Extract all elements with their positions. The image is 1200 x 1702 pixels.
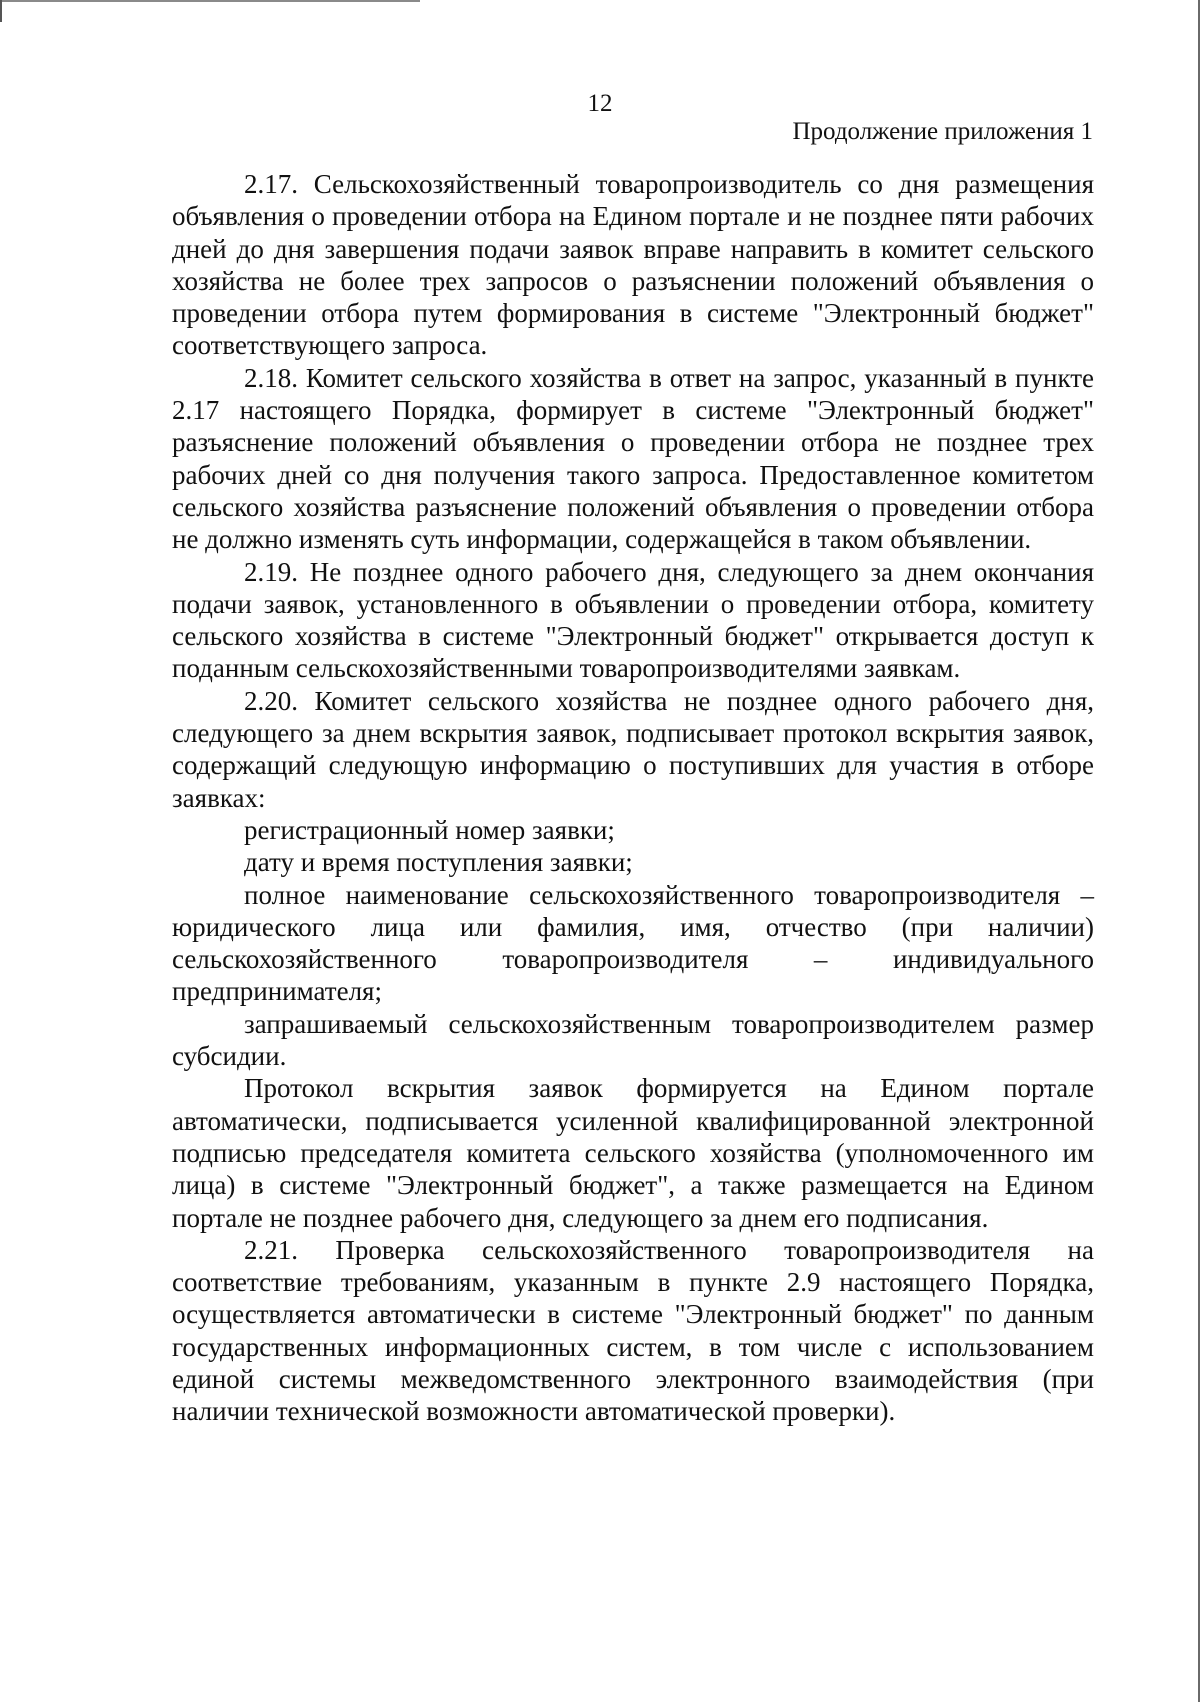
- paragraph-2-19: 2.19. Не позднее одного рабочего дня, следующего за днем окончания подачи заявок, установленного в объявлении о проведении отбора, комитету сельского хозяйства в системе "Электронный бюджет" открывается доступ к поданным сельскохозяйственными товаропроизводителями заявкам.: [172, 556, 1094, 684]
- paragraph-2-18: 2.18. Комитет сельского хозяйства в ответ на запрос, указанный в пункте 2.17 настоящего Порядка, формирует в системе "Электронный бюджет" разъяснение положений объявления о проведении отбора не позднее трех рабочих дней со дня получения такого запроса. Предоставленное комитетом сельского хозяйства разъяснение положений объявления о проведении отбора не должно изменять суть информации, содержащейся в таком объявлении.: [172, 362, 1094, 555]
- document-body: [172, 168, 1094, 1428]
- page-number: 12: [587, 90, 613, 117]
- appendix-continuation-label: Продолжение приложения 1: [792, 118, 1093, 145]
- paragraph-2-17: 2.17. Сельскохозяйственный товаропроизводитель со дня размещения объявления о проведении отбора на Едином портале и не позднее пяти рабочих дней до дня завершения подачи заявок вправе направить в комитет сельского хозяйства не более трех запросов о разъяснении положений объявления о проведении отбора путем формирования в системе "Электронный бюджет" соответствующего запроса.: [172, 169, 1094, 361]
- paragraph-protocol: Протокол вскрытия заявок формируется на Едином портале автоматически, подписывается усиленной квалифицированной электронной подписью председателя комитета сельского хозяйства (уполномоченного им лица) в системе "Электронный бюджет", а также размещается на Едином портале не позднее рабочего дня, следующего за днем его подписания.: [172, 1073, 1094, 1233]
- paragraph-2-21: 2.21. Проверка сельскохозяйственного товаропроизводителя на соответствие требованиям, указанным в пункте 2.9 настоящего Порядка, осуществляется автоматически в системе "Электронный бюджет" по данным государственных информационных систем, в том числе с использованием единой системы межведомственного электронного взаимодействия (при наличии технической возможности автоматической проверки).: [172, 1234, 1094, 1427]
- list-item-subsidy-amount: запрашиваемый сельскохозяйственным товаропроизводителем размер субсидии.: [172, 1008, 1094, 1072]
- list-item-full-name: полное наименование сельскохозяйственного товаропроизводителя – юридического лица или фамилия, имя, отчество (при наличии) сельскохозяйственного товаропроизводителя – индивидуального предпринимателя;: [172, 879, 1094, 1007]
- scan-artifact-top-line: [0, 0, 420, 2]
- paragraph-2-20: 2.20. Комитет сельского хозяйства не позднее одного рабочего дня, следующего за днем вскрытия заявок, подписывает протокол вскрытия заявок, содержащий следующую информацию о поступивших для участия в отборе заявках:: [172, 685, 1094, 813]
- list-item-date-time: дату и время поступления заявки;: [244, 847, 633, 878]
- scan-artifact-left-edge: [0, 0, 2, 22]
- list-item-registration-number: регистрационный номер заявки;: [244, 814, 615, 845]
